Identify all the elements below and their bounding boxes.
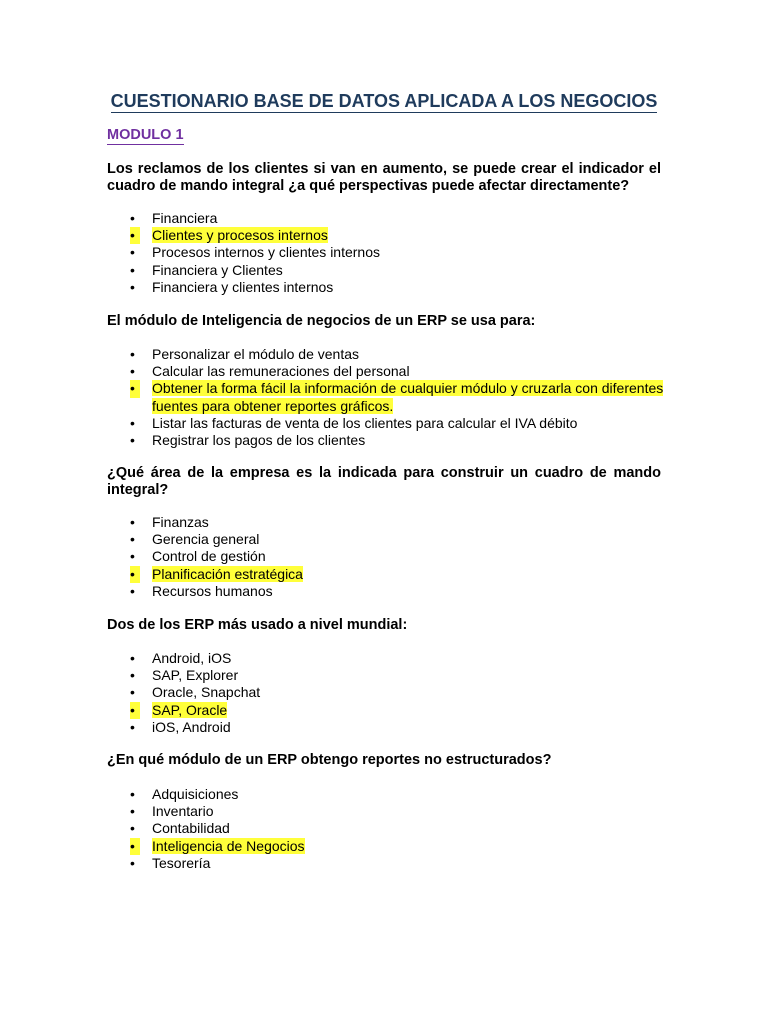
option-text: Calcular las remuneraciones del personal [152, 363, 410, 380]
option-text-highlighted: Planificación estratégica [152, 565, 303, 582]
bullet-icon: • [130, 278, 135, 295]
question-5: ¿En qué módulo de un ERP obtengo reportes no estructurados? [107, 752, 552, 768]
document-title [0, 90, 768, 112]
bullet-icon: • [130, 244, 135, 261]
question-4: Dos de los ERP más usado a nivel mundial: [107, 617, 408, 633]
options-list-4 [130, 650, 670, 736]
option-4-5 [130, 719, 670, 736]
option-text-highlighted: Obtener la forma fácil la información de cualquier módulo y cruzarla con diferentes [152, 380, 664, 397]
options-list-1 [130, 210, 670, 296]
option-text: Financiera [152, 210, 218, 226]
options-list-3 [130, 514, 670, 600]
question-3: ¿Qué área de la empresa es la indicada para construir un cuadro de mando integral? [107, 465, 661, 498]
bullet-icon: • [130, 786, 135, 802]
option-2-3 [130, 380, 670, 414]
option-3-3 [130, 548, 670, 565]
option-text: Registrar los pagos de los clientes [152, 432, 366, 449]
bullet-icon: • [130, 380, 140, 397]
option-2-5 [130, 432, 670, 449]
bullet-icon: • [130, 346, 135, 362]
module-heading: MODULO 1 [107, 127, 184, 143]
bullet-icon: • [130, 650, 135, 666]
bullet-icon: • [130, 803, 135, 820]
option-text: Procesos internos y clientes internos [152, 244, 380, 261]
bullet-icon: • [130, 718, 135, 735]
options-list-2 [130, 346, 670, 449]
bullet-icon: • [130, 514, 135, 530]
option-3-1 [130, 514, 670, 531]
option-text: Android, iOS [152, 650, 232, 666]
option-4-2 [130, 667, 670, 684]
bullet-icon: • [130, 531, 135, 548]
bullet-icon: • [130, 566, 140, 583]
option-1-5 [130, 279, 670, 296]
bullet-icon: • [130, 227, 140, 244]
option-text: Gerencia general [152, 531, 260, 548]
bullet-icon: • [130, 838, 140, 855]
option-4-4 [130, 702, 670, 719]
option-2-1 [130, 346, 670, 363]
option-5-4 [130, 838, 670, 855]
options-list-5 [130, 786, 670, 872]
option-1-2 [130, 227, 670, 244]
option-text: Listar las facturas de venta de los clientes para calcular el IVA débito [152, 414, 578, 431]
question-1: Los reclamos de los clientes si van en aumento, se puede crear el indicador el cuadro de mando integral ¿a qué perspectivas puede afectar directamente? [107, 161, 661, 194]
bullet-icon: • [130, 854, 135, 871]
option-text: iOS, Android [152, 718, 231, 735]
bullet-icon: • [130, 582, 135, 599]
bullet-icon: • [130, 820, 135, 837]
bullet-icon: • [130, 702, 140, 719]
option-5-5 [130, 855, 670, 872]
question-2: El módulo de Inteligencia de negocios de un ERP se usa para: [107, 313, 536, 329]
option-text: Tesorería [152, 854, 211, 871]
option-text: Oracle, Snapchat [152, 684, 261, 701]
option-text-highlighted: Clientes y procesos internos [152, 227, 328, 244]
document-title-text: CUESTIONARIO BASE DE DATOS APLICADA A LOS NEGOCIOS [110, 91, 658, 111]
option-text: Financiera y Clientes [152, 261, 283, 278]
option-text: Contabilidad [152, 820, 230, 837]
option-text: Financiera y clientes internos [152, 278, 334, 295]
bullet-icon: • [130, 363, 135, 380]
bullet-icon: • [130, 414, 135, 431]
bullet-icon: • [130, 667, 135, 684]
bullet-icon: • [130, 684, 135, 701]
option-3-2 [130, 531, 670, 548]
option-3-5 [130, 583, 670, 600]
option-1-1 [130, 210, 670, 227]
bullet-icon: • [130, 261, 135, 278]
option-text-highlighted: Inteligencia de Negocios [152, 837, 305, 854]
option-4-1 [130, 650, 670, 667]
option-2-2 [130, 363, 670, 380]
bullet-icon: • [130, 548, 135, 565]
option-text: Personalizar el módulo de ventas [152, 346, 360, 362]
option-text-highlighted-line2: fuentes para obtener reportes gráficos. [152, 397, 394, 414]
option-text: Inventario [152, 803, 214, 820]
option-4-3 [130, 684, 670, 701]
option-5-2 [130, 803, 670, 820]
option-3-4 [130, 566, 670, 583]
option-text: Control de gestión [152, 548, 266, 565]
option-text: Finanzas [152, 514, 209, 530]
option-2-4 [130, 415, 670, 432]
bullet-icon: • [130, 432, 135, 449]
option-5-3 [130, 820, 670, 837]
option-text: Recursos humanos [152, 582, 273, 599]
option-1-4 [130, 262, 670, 279]
option-text: SAP, Explorer [152, 667, 239, 684]
option-text-highlighted: SAP, Oracle [152, 701, 228, 718]
option-text: Adquisiciones [152, 786, 239, 802]
option-1-3 [130, 244, 670, 261]
option-5-1 [130, 786, 670, 803]
bullet-icon: • [130, 210, 135, 226]
